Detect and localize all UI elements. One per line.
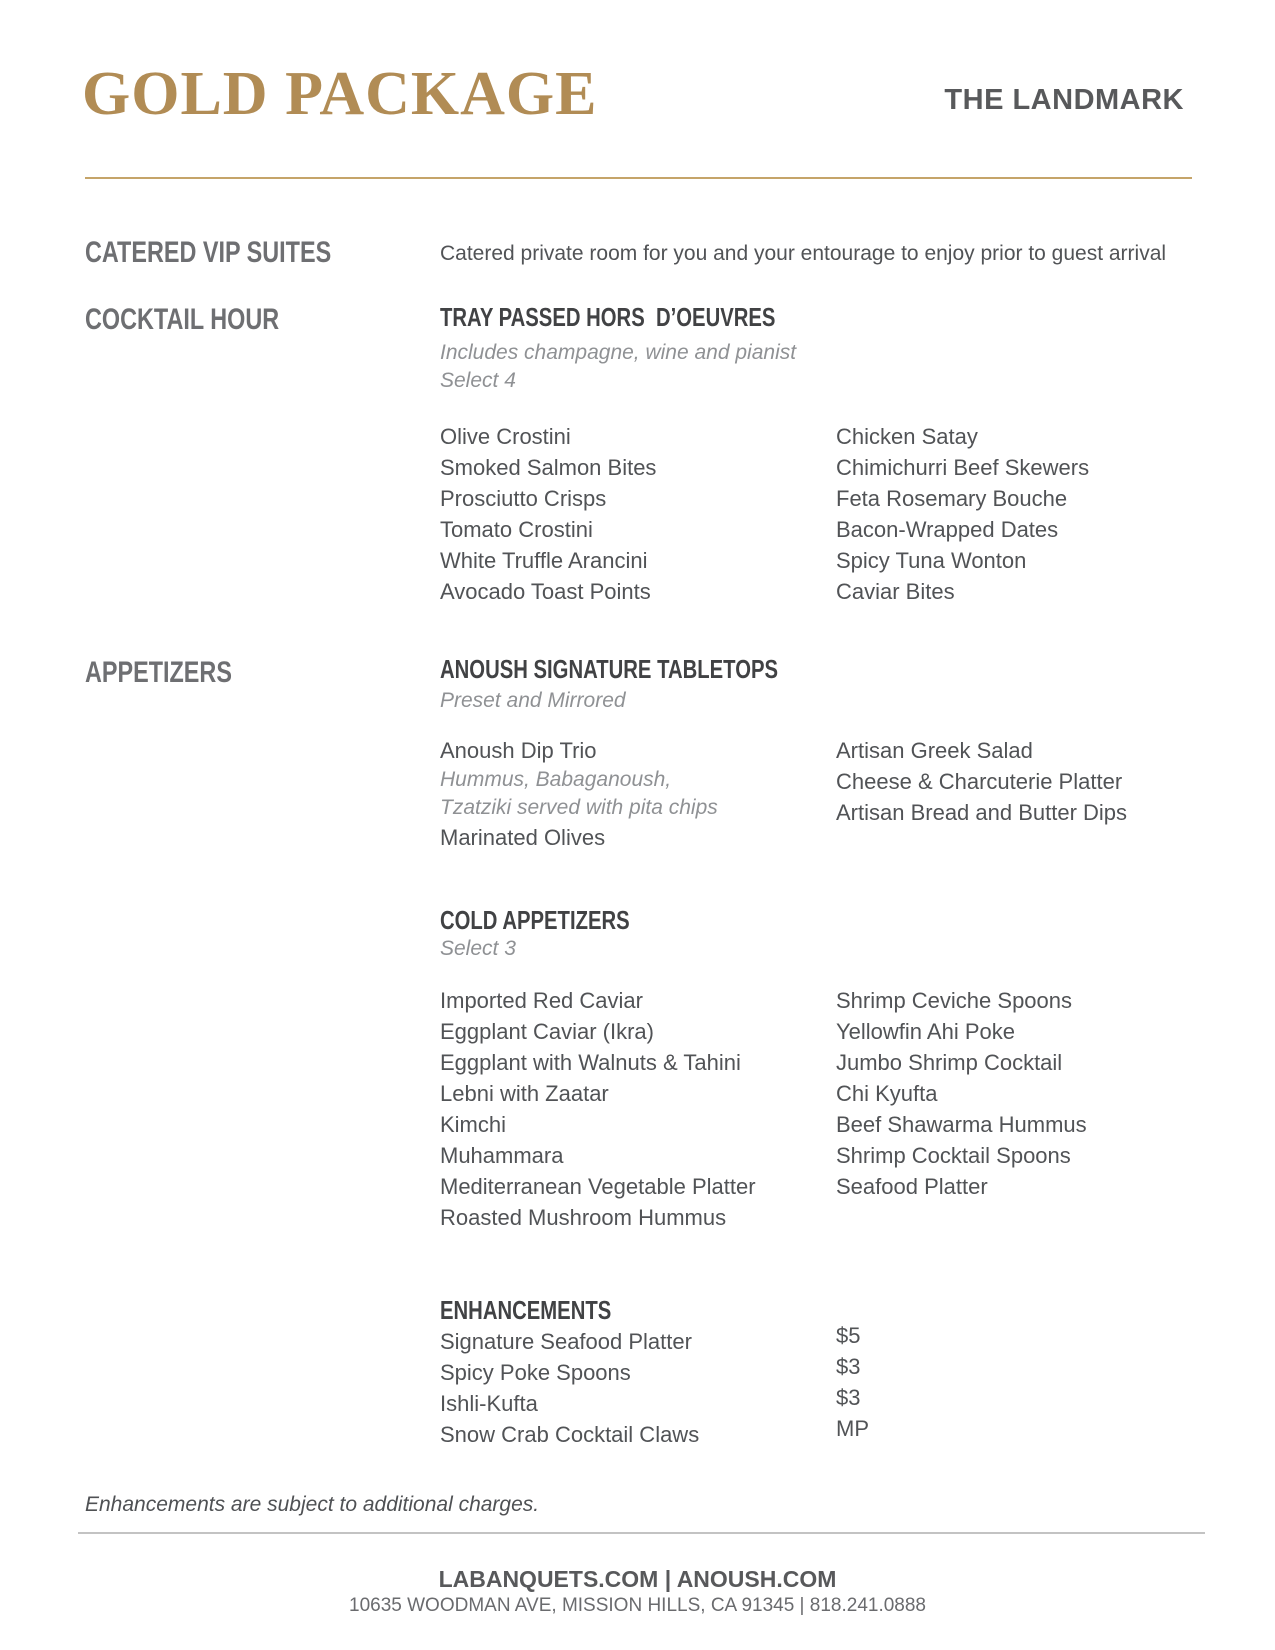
tabletops-note: Preset and Mirrored [440,689,626,712]
enhancements-disclaimer: Enhancements are subject to additional charges. [85,1493,540,1516]
menu-item: Spicy Poke Spoons [440,1360,631,1385]
subheading-cold-appetizers: COLD APPETIZERS [440,905,630,935]
footer-address: 10635 WOODMAN AVE, MISSION HILLS, CA 91345 | 818.241.0888 [349,1595,926,1616]
menu-item: Imported Red Caviar [440,988,643,1013]
tray-passed-list-left [440,421,656,607]
cold-appetizers-list-left [440,985,756,1233]
menu-item: Ishli-Kufta [440,1391,538,1416]
menu-item-price: $3 [836,1354,861,1379]
menu-item: Chicken Satay [836,424,978,449]
menu-item: Avocado Toast Points [440,579,651,604]
menu-item-price: $3 [836,1385,861,1410]
menu-item: Yellowfin Ahi Poke [836,1019,1015,1044]
vip-suites-description: Catered private room for you and your entourage to enjoy prior to guest arrival [440,242,1167,265]
page-title: GOLD PACKAGE [82,60,598,128]
menu-item: Roasted Mushroom Hummus [440,1205,727,1230]
menu-item-price: MP [836,1416,869,1441]
menu-item: Spicy Tuna Wonton [836,548,1027,573]
menu-item: Signature Seafood Platter [440,1329,692,1354]
subheading-tray-passed: TRAY PASSED HORS D’OEUVRES [440,302,776,332]
section-heading-appetizers: APPETIZERS [85,656,232,689]
menu-item: Caviar Bites [836,579,955,604]
menu-item: Snow Crab Cocktail Claws [440,1422,700,1447]
enhancements-prices [836,1320,869,1444]
menu-item-description: Tzatziki served with pita chips [440,796,718,819]
menu-item: Chimichurri Beef Skewers [836,455,1090,480]
menu-item: Feta Rosemary Bouche [836,486,1068,511]
menu-item: Eggplant with Walnuts & Tahini [440,1050,741,1075]
menu-item: Shrimp Cocktail Spoons [836,1143,1071,1168]
cold-appetizers-note: Select 3 [440,937,516,960]
menu-item: White Truffle Arancini [440,548,648,573]
menu-item: Jumbo Shrimp Cocktail [836,1050,1063,1075]
tray-passed-list-right [836,421,1089,607]
menu-item: Lebni with Zaatar [440,1081,609,1106]
menu-item: Shrimp Ceviche Spoons [836,988,1073,1013]
menu-item: Eggplant Caviar (Ikra) [440,1019,654,1044]
tabletops-list-left [440,735,718,853]
footer-websites: LABANQUETS.COM | ANOUSH.COM [438,1566,837,1592]
section-heading-catered-vip-suites: CATERED VIP SUITES [85,236,332,269]
menu-item: Kimchi [440,1112,507,1137]
menu-item: Artisan Greek Salad [836,738,1033,763]
menu-item: Tomato Crostini [440,517,593,542]
section-heading-cocktail-hour: COCKTAIL HOUR [85,303,280,336]
menu-item-price: $5 [836,1323,861,1348]
menu-item: Bacon-Wrapped Dates [836,517,1059,542]
tray-passed-note-includes: Includes champagne, wine and pianist [440,341,797,364]
tabletops-list-right [836,735,1127,828]
menu-item: Seafood Platter [836,1174,988,1199]
subheading-signature-tabletops: ANOUSH SIGNATURE TABLETOPS [440,654,779,684]
header-divider [85,177,1192,179]
cold-appetizers-list-right [836,985,1087,1202]
menu-item: Mediterranean Vegetable Platter [440,1174,756,1199]
tray-passed-notes [440,339,796,395]
menu-item: Artisan Bread and Butter Dips [836,800,1128,825]
menu-item-description: Hummus, Babaganoush, [440,768,672,791]
tray-passed-note-select: Select 4 [440,369,516,392]
footer-divider [78,1532,1205,1534]
venue-name: THE LANDMARK [944,84,1184,116]
menu-item: Anoush Dip Trio [440,738,597,763]
menu-item: Cheese & Charcuterie Platter [836,769,1123,794]
enhancements-list [440,1326,699,1450]
subheading-enhancements: ENHANCEMENTS [440,1295,612,1325]
menu-item: Smoked Salmon Bites [440,455,657,480]
menu-item: Prosciutto Crisps [440,486,607,511]
menu-item: Olive Crostini [440,424,571,449]
menu-item: Muhammara [440,1143,564,1168]
menu-item: Chi Kyufta [836,1081,938,1106]
menu-item: Marinated Olives [440,825,606,850]
menu-item: Beef Shawarma Hummus [836,1112,1087,1137]
